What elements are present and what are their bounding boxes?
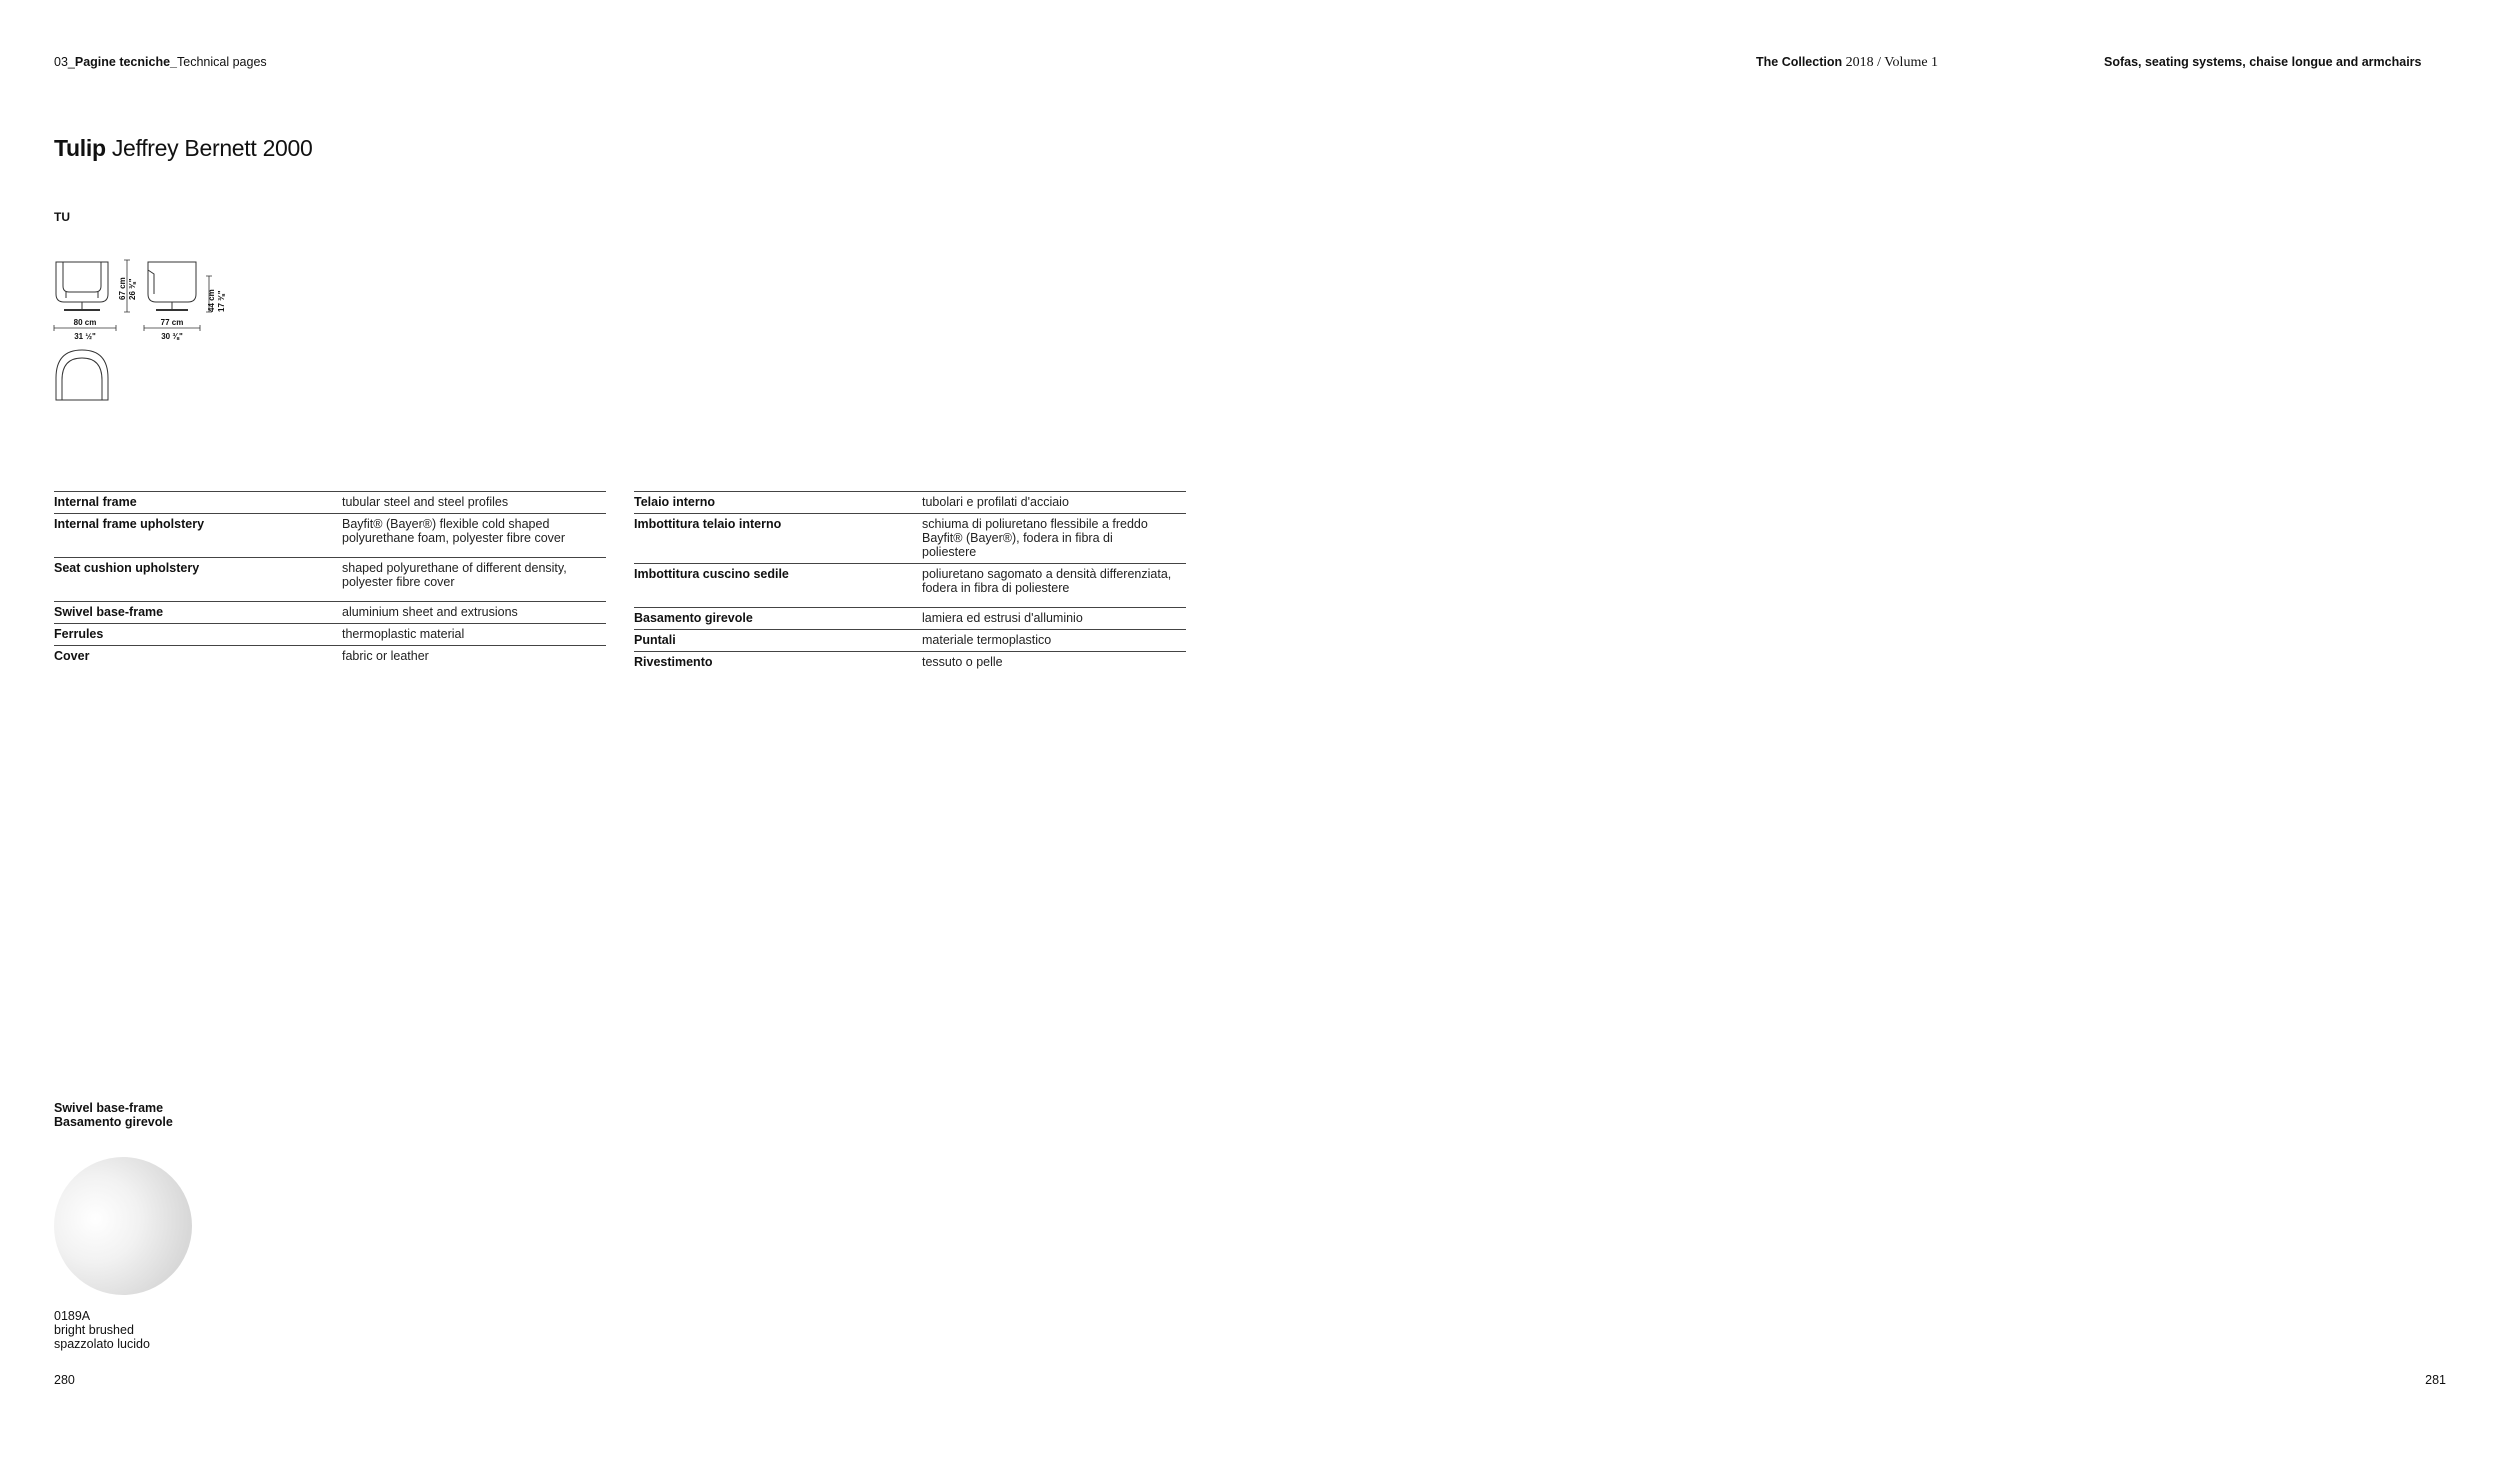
height-in-label: 26 ⅜": [128, 278, 137, 300]
table-row: Basamento girevole lamiera ed estrusi d'alluminio: [634, 607, 1186, 629]
product-name: Tulip: [54, 135, 106, 161]
table-row: Swivel base-frame aluminium sheet and extrusions: [54, 601, 606, 623]
designer-year: Jeffrey Bernett 2000: [111, 135, 313, 161]
table-row: Imbottitura telaio interno schiuma di poliuretano flessibile a freddo Bayfit® (Bayer®), fodera in fibra di poliestere: [634, 513, 1186, 563]
front-view-drawing: [56, 262, 108, 310]
side-view-drawing: [148, 262, 196, 310]
table-row: Imbottitura cuscino sedile poliuretano sagomato a densità differenziata, fodera in fibra di poliestere: [634, 563, 1186, 607]
finish-description: 0189A bright brushed spazzolato lucido: [54, 1309, 150, 1351]
page-number-right: 281: [2425, 1373, 2446, 1387]
top-view-drawing: [56, 350, 108, 400]
section-title: Pagine tecniche: [74, 55, 171, 69]
product-title: [54, 134, 313, 162]
finish-title: Swivel base-frame Basamento girevole: [54, 1101, 173, 1129]
section-header: 03_Pagine tecniche_Technical pages: [54, 55, 267, 69]
table-row: Puntali materiale termoplastico: [634, 629, 1186, 651]
table-row: Rivestimento tessuto o pelle: [634, 651, 1186, 673]
specs-table-it: [634, 491, 1186, 673]
collection-header: The Collection 2018 / Volume 1: [1756, 55, 1939, 70]
seat-height-in-label: 17 ⅜": [217, 290, 226, 312]
table-row: Ferrules thermoplastic material: [54, 623, 606, 645]
width-in-label: 31 ½": [74, 332, 96, 341]
depth-in-label: 30 ⅜": [161, 332, 183, 341]
seat-height-cm-label: 44 cm: [207, 289, 216, 312]
category-header: Sofas, seating systems, chaise longue and armchairs: [2104, 55, 2422, 69]
finish-code: 0189A: [54, 1309, 91, 1323]
width-cm-label: 80 cm: [73, 318, 97, 327]
page-number-left: 280: [54, 1373, 75, 1387]
table-row: Seat cushion upholstery shaped polyurethane of different density, polyester fibre cover: [54, 557, 606, 601]
finish-swatch: [54, 1157, 192, 1295]
table-row: Internal frame upholstery Bayfit® (Bayer®) flexible cold shaped polyurethane foam, polyester fibre cover: [54, 513, 606, 557]
table-row: Telaio interno tubolari e profilati d'acciaio: [634, 491, 1186, 513]
specs-table-en: [54, 491, 606, 667]
section-subtitle: Technical pages: [177, 55, 267, 69]
height-cm-label: 67 cm: [118, 277, 127, 300]
table-row: Cover fabric or leather: [54, 645, 606, 667]
collection-volume: 2018 / Volume 1: [1845, 55, 1939, 70]
product-code: TU: [54, 210, 70, 224]
technical-drawing: [50, 252, 250, 412]
table-row: Internal frame tubular steel and steel profiles: [54, 491, 606, 513]
depth-cm-label: 77 cm: [160, 318, 184, 327]
